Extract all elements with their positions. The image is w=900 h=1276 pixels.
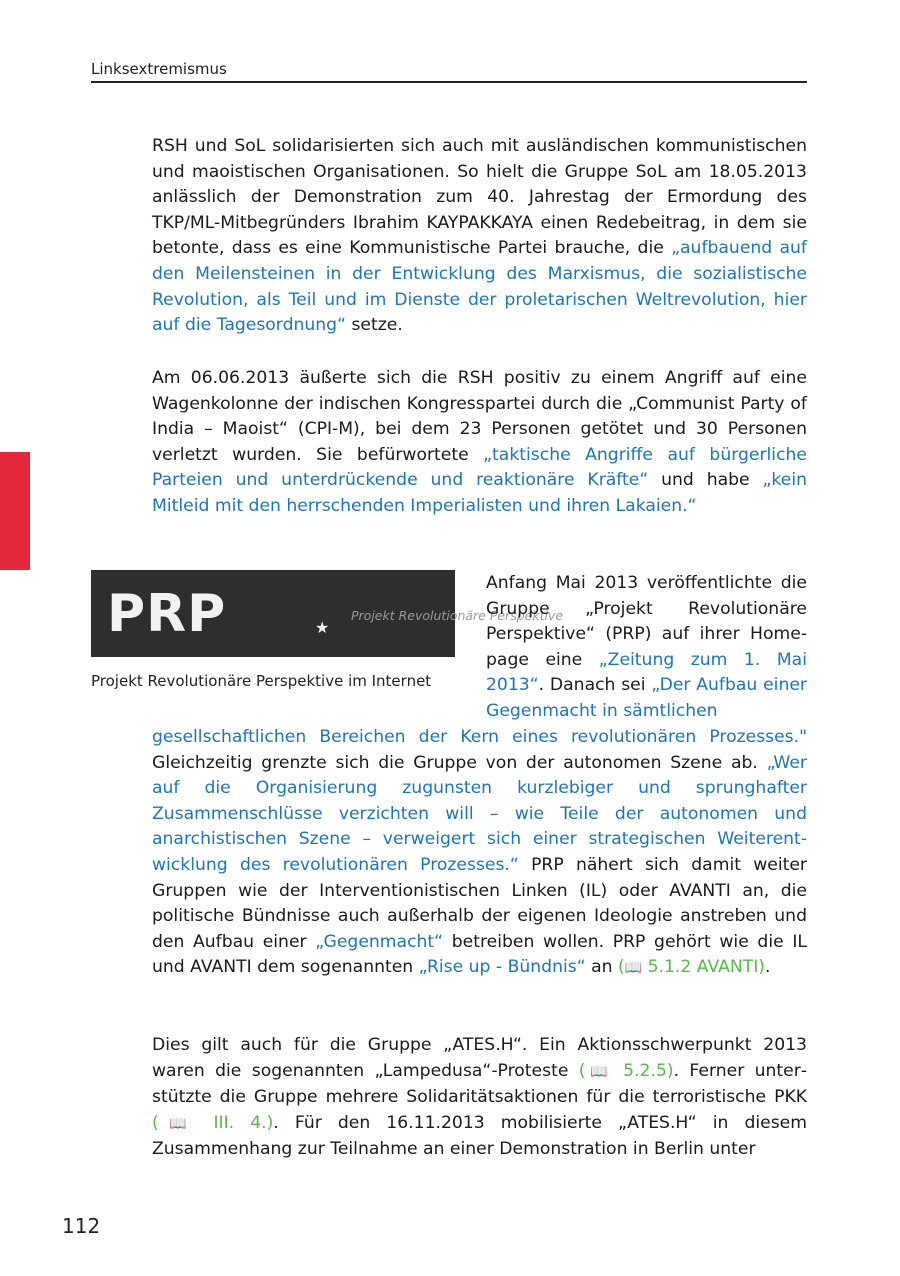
paragraph-text: Am 06.06.2013 äußerte sich die RSH positiv zu einem Angriff auf eine Wagenkolonne der indischen Kongresspartei durch die „Communist Party of India – Maoist“ (CPI-M), bei dem 23 Personen getötet und 30 Personen verletzt wurden. Sie befürwortete [152,368,807,465]
ref-text: III. 4.) [197,1112,274,1133]
page-number: 112 [62,1214,101,1238]
quote: „Zeitung zum 1. Mai 2013“ [486,649,807,696]
paragraph-text: RSH und SoL solidarisierten sich auch mit ausländischen kommunistischen und maoistischen Organisationen. So hielt die Gruppe SoL am 18.05.2013 anlässlich der Demonstration zum 40. Jahrestag der Ermordung des TKP/ML-Mitbegründers Ibrahim KAYPAKKAYA einen Redebeitrag, in dem sie betonte, dass es eine Kommunistische Partei brauche, die [152,136,807,259]
prp-logo-subtitle: Projekt Revolutionäre Perspektive [351,608,564,623]
paragraph-2 [152,366,807,520]
quote: „kein Mitleid mit den herrschenden Imperialisten und ihren Lakaien.“ [152,470,807,516]
paragraph-text: betreiben wollen. PRP gehört wie die IL und AVANTI dem sogenannten [152,931,807,978]
chapter-side-tab [0,452,30,570]
quote: „Der Aufbau einer Gegenmacht in sämtlichen [486,675,807,721]
paragraph-3-wrap [486,571,807,725]
paragraph-text: setze. [345,315,403,336]
cross-reference-link[interactable] [152,1113,273,1133]
quote: „Gegenmacht“ [315,931,444,952]
paragraph-text: Dies gilt auch für die Gruppe „ATES.H“. Ein Aktionsschwerpunkt 2013 waren die sogenannten „Lampedusa“-Proteste [152,1035,807,1081]
star-icon: ★ [315,618,330,637]
paragraph-text: Anfang Mai 2013 veröffentlichte die Gruppe „Projekt Revolutionäre Perspektive“ (PRP) auf ihrer Homepage eine [486,573,807,670]
paragraph-text: Gleichzeitig grenzte sich die Gruppe von der autonomen Szene ab. [152,752,767,773]
book-icon: 📖 [585,1063,613,1080]
quote: „taktische Angriffe auf bürgerliche Parteien und unterdrückende und reaktionäre Kräfte“ [152,444,807,491]
image-caption: Projekt Revolutionäre Perspektive im Internet [91,672,432,690]
paragraph-text: an [585,957,618,978]
paragraph-text: . Für den 16.11.2013 mobilisierte „ATES.H“ in diesem Zusammenhang zur Teilnahme an einer Demonstration in Berlin unter [152,1112,808,1160]
paragraph-text: . Ferner unterstützte die Gruppe mehrere Solidaritätsaktionen für die terroristische PKK [152,1060,808,1108]
quote: gesellschaftlichen Bereichen der Kern eines revolutionären Prozesses." [152,727,807,747]
paragraph-text: . Danach sei [538,675,652,696]
paragraph-text: . [765,957,771,978]
ref-bracket: ( [578,1060,586,1081]
cross-reference-link[interactable] [618,957,765,977]
paragraph-text: und habe [648,470,763,491]
ref-bracket: ( [617,957,625,978]
paragraph-4 [152,1033,807,1163]
paragraph-3 [152,725,807,982]
book-icon: 📖 [158,1115,198,1132]
quote: „Wer auf die Organisierung zugunsten kurzlebiger und sprunghafter Zusammenschlüsse verzichten will – wie Teile der autonomen und anarchistischen Szene – verweigert sich einer strategischen Weiterentwicklung des revolutionären Prozesses.“ [152,752,807,875]
paragraph-1 [152,134,807,339]
ref-text: 5.2.5) [612,1060,674,1081]
cross-reference-link[interactable] [579,1061,674,1081]
paragraph-text: PRP nähert sich damit weiter Gruppen wie der Interventionistischen Linken (IL) oder AVANTI an, die politische Bündnisse auch außerhalb der eigenen Ideologie anstreben und den Aufbau einer [152,854,808,952]
ref-bracket: ( [152,1112,159,1133]
prp-logo-lettering: PRP [107,584,227,644]
quote: „Rise up - Bündnis“ [418,957,586,978]
book-icon: 📖 [624,960,643,977]
running-header: Linksextremismus [91,60,807,83]
prp-logo-image [91,570,564,657]
quote: „aufbauend auf den Meilensteinen in der Entwicklung des Marxismus, die sozialistische Revolution, als Teil und im Dienste der proletarischen Weltrevolution, hier auf die Tagesordnung“ [152,238,807,336]
ref-text: 5.1.2 AVANTI) [642,957,765,978]
